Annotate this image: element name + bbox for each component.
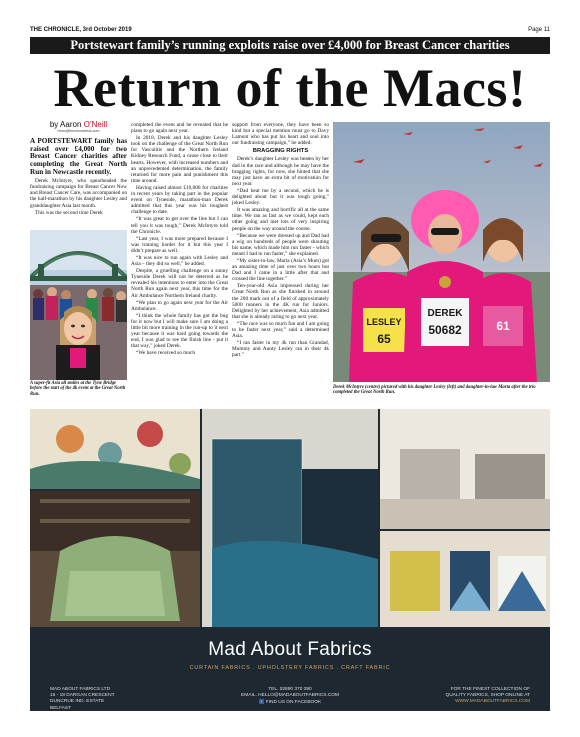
paragraph: It was amazing and horrific all at the same time. We ran as fast as we could, kept each other going and met lots of very inspiring people on the way around the course. [232,207,329,232]
tyne-bridge-photo [30,230,127,380]
photo-asia-tyne-bridge [30,230,127,380]
address-block: MAD ABOUT FABRICS LTD 16 - 18 DARGAN CRESCENT DUNCRUE IND. ESTATE BELFAST [50,687,115,711]
paragraph: “The race was so much fun and I am going to be faster next year,” said a determined Asia. [232,320,329,340]
website-link[interactable]: WWW.MADABOUTFABRICS.COM [455,699,530,705]
paragraph: “I think the whole family has got the bug for it now but I will make sure I am doing a little bit more training in the run-up to it next year because it was hard going towards the end, I was glad to see the finish line - put it that way,” joked Derek. [131,312,228,350]
paragraph: “My sister-in-law, Marta (Asia’s Mum) got an amazing time of just over two hours but Dad and I came in a little after that and crossed the line together.” [232,257,329,283]
article-column-3 [232,122,329,359]
photo-caption-family: Derek McIntyre (centre) pictured with his daughter Lesley (left) and daughter-in-law Marta after the trio completed the Great North Run. [333,385,536,396]
byline: by Aaron O’Neill [49,120,108,129]
contact-block [230,687,350,707]
author-name: O’Neill [83,120,108,129]
bib-number-1: 65 [377,332,391,346]
shop-online-block: FOR THE FINEST COLLECTION OF QUALITY FABRICS, SHOP ONLINE AT WWW.MADABOUTFABRICS.COM [400,687,530,706]
paragraph: completed the event and he revealed that he plans to go again next year. [131,122,228,135]
paragraph: support from everyone, they have been so kind but a special mention must go to Davy Lamont who has put his heart and soul into our fundraising campaign,” he added. [232,122,329,147]
article-lead: A PORTSTEWART family has raised over £4,000 for two Breast Cancer charities after completing the Great North Run in Newcastle recently. [30,137,127,176]
paragraph: Derek’s daughter Lesley was beaten by her dad in the race and although he may have the bragging rights, for now, she hinted that she may just have an extra bit of motivation for next year. [232,156,329,187]
paragraph: “Dad beat me by a second, which he is delighted about but it was tough going,” joked Lesley. [232,187,329,207]
paragraph: “We plan to go again next year for the Air Ambulance. [131,299,228,312]
paragraph: “Last year, I was more prepared because I was training harder for it but this year I didn’t prepare as well. [131,235,228,254]
paragraph: “Because we were dressed up and Dad had a wig on hundreds of people were shouting his name, which made him run faster - which meant I had to run faster,” she explained. [232,232,329,257]
photo-family-finish [333,122,550,382]
strapline-banner: Portstewart family’s running exploits raise over £4,000 for Breast Cancer charities [30,37,550,54]
author-email: news@thechronicleuk.com [57,129,100,134]
advert-mad-about-fabrics [30,409,550,711]
paragraph: Derek McIntyre, who spearheaded the fundraising campaign for Breast Cancer Now and Breast Cancer Care, was accompanied on the half-marathon by his daughter Lesley and granddaughter Asia last month. [30,178,127,209]
paragraph: In 2018, Derek and his daughter Lesley took on the challenge of the Great North Run for Vasculitis and the Northern Ireland Kidney Research Fund, a cause close to their hearts. However, with increased numbers and an unprecedented determination, the family returned for more pain and punishment this time around. [131,135,228,184]
email-address: EMAIL. HELLO@MADABOUTFABRICS.COM [241,693,339,699]
bib-number-3: 61 [496,319,510,333]
paragraph: “We have received so much [136,350,195,357]
runners-photo [333,122,550,382]
article-column-2 [131,122,228,357]
bib-number-2: 50682 [428,323,462,337]
paragraph: “I ran faster in my 4k run than Grandad, Mummy and Aunty Lesley ran in their 4k part.” [232,340,329,359]
paragraph: Despite, a gruelling challenge on a sunny Tyneside Derek will not be deterred as he revealed his intentions to enter into the Great North Run again next year, this time for the Air Ambulance Northern Ireland charity. [131,268,228,299]
photo-caption-asia: A super-fit Asia all smiles at the Tyne Bridge before the start of the 4k event at the Great North Run. [30,381,126,397]
phone-number: TEL. 02890 370 390 [268,687,312,692]
brand-tagline: CURTAIN FABRICS . UPHOLSTERY FABRICS . CRAFT FABRIC [189,665,391,671]
paragraph: Ten-year-old Asia impressed during her Great North Run as she finished in around the 200 mark out of a field of approximately 5000 runners in the 4K run for Juniors. Delighted by her achievement, Asia admitted that she is already raring to go next year. [232,283,329,320]
facebook-link[interactable]: f FIND US ON FACEBOOK [260,699,322,706]
paragraph: “It was great to get over the line but I can tell you it was tough,” Derek McIntyre told the Chronicle. [131,216,228,235]
sofa-room-image [380,409,550,529]
page-number: Page 11 [528,27,550,33]
paragraph: Having raised almost £10,000 for charities in recent years by taking part in the popular event on Tyneside, marathon-man Derek admitted that this year was his toughest challenge to date. [131,184,228,216]
facebook-icon: f [260,699,262,705]
article-column-1 [30,122,127,217]
page-header [30,27,550,37]
publication-date: THE CHRONICLE, 3rd October 2019 [30,27,132,33]
subheading: BRAGGING RIGHTS [252,148,309,155]
bib-name-derek: DEREK [427,308,463,319]
brand-name: Mad About Fabrics [208,639,372,660]
advert-footer [30,629,550,711]
bib-name-lesley: LESLEY [366,317,402,327]
floral-cushion-image [30,409,200,489]
patterned-fabric-image [202,409,378,627]
paragraph: “It was nice to run again with Lesley and Asia – they did so well,” he added. [131,254,228,268]
headline: Return of the Macs! [53,58,527,118]
armchair-image [30,491,200,627]
geometric-cushions-image [380,531,550,627]
paragraph: This was the second time Derek [35,209,103,216]
